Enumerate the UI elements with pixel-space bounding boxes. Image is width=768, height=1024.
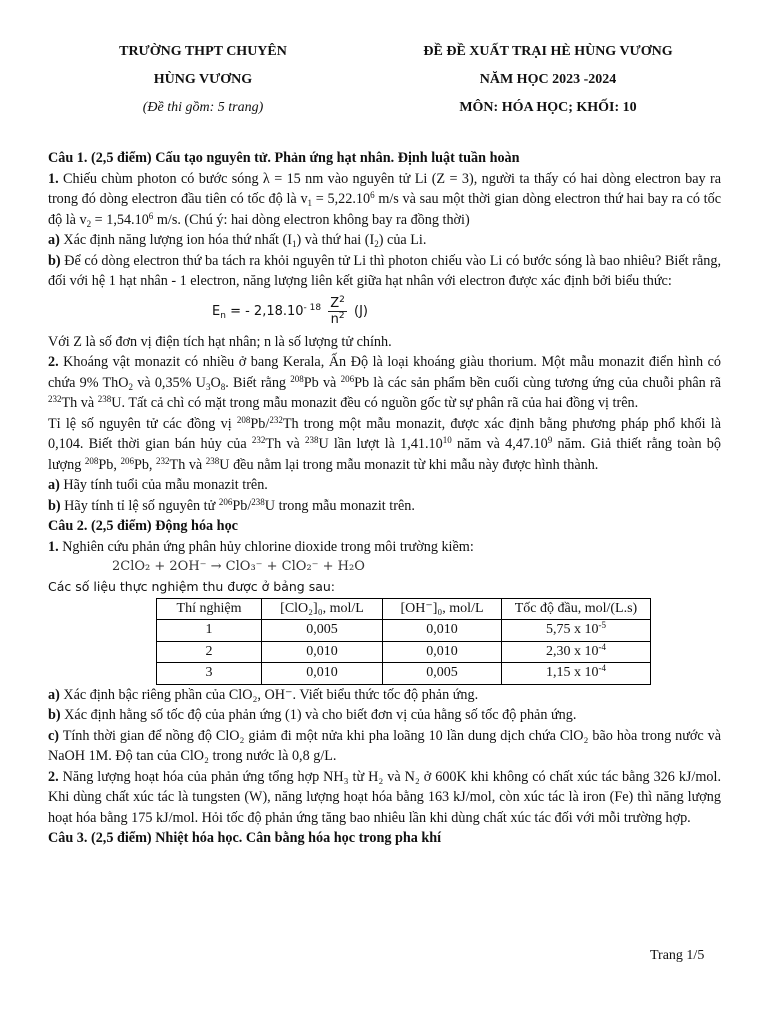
text: O — [210, 374, 221, 391]
table-cell: 0,010 — [262, 663, 383, 685]
school-year: NĂM HỌC 2023 -2024 — [479, 72, 617, 87]
superscript: 238 — [205, 455, 220, 466]
table-header-row — [157, 598, 651, 620]
text: ) của Li. — [378, 232, 427, 248]
superscript: -4 — [598, 663, 606, 673]
subject-line: MÔN: HÓA HỌC; KHỐI: 10 — [459, 100, 637, 115]
text: năm. Giả thiết rằng toàn bộ lượng — [48, 436, 721, 473]
text: = 5,22.10 — [312, 191, 371, 207]
q2-paragraph-2 — [48, 767, 721, 829]
formula-symbol: E — [212, 303, 221, 319]
question-1-title: Câu 1. (2,5 điểm) Cấu tạo nguyên tử. Phản ứng hạt nhân. Định luật tuần hoàn — [48, 150, 520, 166]
superscript: 10 — [442, 435, 452, 445]
q1-p1-number: 1. — [48, 170, 59, 187]
document-body — [48, 148, 721, 849]
text: Khoáng vật monazit có nhiều ở bang Kerala, Ấn Độ là loại khoáng giàu thorium. Một mẫu monazit điển hình có chứa 9% ThO — [48, 354, 721, 391]
table-cell: 2 — [157, 641, 262, 663]
subscript: n — [220, 310, 226, 321]
table-cell — [502, 620, 651, 642]
q1-paragraph-2 — [48, 352, 721, 414]
text: Th và — [265, 436, 305, 452]
text: và 0,35% U — [132, 374, 206, 391]
text: Th và — [61, 395, 98, 411]
superscript: -5 — [598, 620, 606, 630]
text: Pb/ — [250, 415, 270, 432]
table-cell — [502, 663, 651, 685]
school-name-line1: TRƯỜNG THPT CHUYÊN — [119, 44, 287, 59]
superscript: 208 — [290, 373, 304, 384]
superscript: 208 — [84, 455, 99, 466]
table-cell: 0,005 — [262, 620, 383, 642]
experiment-table — [156, 598, 651, 685]
column-header: [ClO₂]₀, mol/L — [262, 598, 383, 620]
school-name-line2: HÙNG VƯƠNG — [153, 72, 253, 87]
text: m/s và sau một thời gian dòng electron thứ hai bay ra có tốc độ là v — [48, 191, 721, 228]
table-cell: 1 — [157, 620, 262, 642]
table-cell: 0,005 — [383, 663, 502, 685]
part-label: b) — [48, 707, 61, 723]
part-label: a) — [48, 477, 60, 493]
text: Xác định năng lượng ion hóa thứ nhất (I — [59, 232, 292, 248]
text: Pb, — [98, 456, 121, 473]
question-3-title: Câu 3. (2,5 điểm) Nhiệt hóa học. Cân bằng hóa học trong pha khí — [48, 830, 442, 846]
table-cell: 0,010 — [383, 620, 502, 642]
superscript: 9 — [547, 435, 553, 445]
text: Hãy tính tuổi của mẫu monazit trên. — [59, 477, 268, 493]
part-label: a) — [48, 232, 60, 248]
q1-p2-number: 2. — [48, 354, 59, 370]
superscript: 232 — [251, 435, 266, 445]
text: U lần lượt là 1,41.10 — [318, 436, 443, 452]
pages-note: (Đề thi gồm: 5 trang) — [142, 100, 264, 115]
column-header: Thí nghiệm — [157, 598, 262, 620]
page-number: Trang 1/5 — [650, 948, 705, 963]
superscript: 2 — [339, 294, 345, 305]
q1-paragraph-1 — [48, 169, 721, 231]
table-cell: 0,010 — [262, 641, 383, 663]
subscript: 2 — [128, 381, 133, 392]
text: Xác định hằng số tốc độ của phản ứng (1) và cho biết đơn vị của hằng số tốc độ phản ứng. — [60, 707, 577, 723]
superscript: -4 — [598, 641, 606, 652]
table-cell — [502, 641, 651, 663]
table-row — [157, 663, 651, 685]
superscript: 232 — [48, 394, 62, 404]
reaction-equation: 2ClO₂ + 2OH⁻ → ClO₃⁻ + ClO₂⁻ + H₂O — [112, 559, 365, 574]
text: Pb/ — [232, 497, 252, 514]
text: Chiếu chùm photon có bước sóng λ = 15 nm vào nguyên tử Li (Z = 3), người ta thấy có hai dòng electron bay ra trong đó dòng electron đầu tiên có tốc độ là v — [48, 170, 721, 207]
text: Pb, — [133, 456, 157, 473]
exam-title: ĐỀ ĐỀ XUẤT TRẠI HÈ HÙNG VƯƠNG — [423, 44, 673, 59]
part-label: b) — [48, 497, 61, 514]
subscript: 1 — [307, 198, 313, 208]
subscript: 2 — [374, 239, 379, 249]
text: Tỉ lệ số nguyên tử các đồng vị — [48, 415, 237, 432]
superscript: 6 — [148, 210, 154, 221]
text: n — [330, 311, 339, 327]
q2-part-a — [48, 685, 721, 706]
subscript: 3 — [205, 381, 211, 392]
superscript: 208 — [236, 414, 251, 425]
superscript: - 18 — [303, 302, 322, 313]
text: m/s. (Chú ý: hai dòng electron không bay ra đồng thời) — [153, 211, 470, 228]
superscript: 232 — [156, 455, 170, 466]
text: . Biết rằng — [225, 374, 291, 391]
superscript: 206 — [218, 496, 233, 507]
q1-question-a — [48, 475, 721, 496]
q2-part-b — [48, 705, 721, 726]
document-header — [48, 40, 721, 120]
q1-part-b — [48, 251, 721, 292]
table-row — [157, 641, 651, 663]
superscript: 206 — [340, 373, 355, 384]
text: năm và 4,47.10 — [451, 436, 548, 452]
table-cell: 3 — [157, 663, 262, 685]
superscript: 2 — [338, 310, 345, 321]
text: ) và thứ hai (I — [296, 232, 375, 248]
text: Để có dòng electron thứ ba tách ra khỏi nguyên tử Li thì photon chiếu vào Li có bước sóng là bao nhiêu? Biết rằng, đối với hệ 1 hạt nhân - 1 electron, năng lượng liên kết giữa hạt nhân với electron được xác định bởi biểu thức: — [48, 252, 721, 289]
text: 2,30 x 10 — [546, 643, 599, 659]
table-cell: 0,010 — [383, 641, 502, 663]
q2-p1-number: 1. — [48, 538, 59, 555]
q2-p2-number: 2. — [48, 768, 59, 785]
text: Xác định bậc riêng phần của ClO₂, OH⁻. Viết biểu thức tốc độ phản ứng. — [59, 686, 479, 703]
table-row — [157, 620, 651, 642]
text: Th trong một mẫu monazit, được xác định bằng phương pháp phổ khối là 0,104. Biết thời gian bán hủy của — [48, 415, 721, 452]
text: Th và — [169, 456, 206, 473]
text: Tính thời gian để nồng độ ClO₂ giảm đi một nửa khi pha loãng 10 lần dung dịch chứa ClO₂ bão hòa trong nước và NaOH 1M. Độ tan của ClO₂ trong nước là 0,8 g/L. — [48, 727, 721, 764]
part-label: c) — [48, 727, 60, 744]
q1-part-a — [48, 230, 721, 251]
subscript: 8 — [220, 381, 226, 392]
superscript: 238 — [304, 435, 319, 445]
q1-note: Với Z là số đơn vị điện tích hạt nhân; n là số lượng tử chính. — [48, 333, 392, 350]
fraction-denominator — [328, 312, 347, 327]
formula-unit: (J) — [354, 303, 369, 319]
binding-energy-formula — [48, 292, 721, 332]
subscript: 1 — [291, 239, 297, 249]
table-intro: Các số liệu thực nghiệm thu được ở bảng sau: — [48, 579, 336, 594]
text: Pb là các sản phẩm bền cuối cùng tương ứng của chuỗi phân rã — [354, 374, 721, 391]
text: = 1,54.10 — [91, 211, 149, 228]
superscript: 232 — [269, 414, 283, 425]
text: 1,15 x 10 — [546, 665, 599, 680]
text: U đều nằm lại trong mẫu monazit từ khi mẫu này được hình thành. — [219, 456, 599, 473]
text: 5,75 x 10 — [546, 622, 599, 637]
column-header: Tốc độ đầu, mol/(L.s) — [502, 598, 651, 620]
q2-part-c — [48, 726, 721, 767]
column-header: [OH⁻]₀, mol/L — [383, 598, 502, 620]
text: U trong mẫu monazit trên. — [264, 497, 415, 514]
superscript: 238 — [97, 394, 112, 404]
q2-paragraph-1 — [48, 537, 721, 558]
text: Z — [330, 295, 340, 311]
superscript: 238 — [251, 496, 265, 507]
text: Năng lượng hoạt hóa của phản ứng tổng hợp NH₃ từ H₂ và N₂ ở 600K khi không có chất xúc tác bằng 326 kJ/mol. Khi dùng chất xúc tác là tungsten (W), năng lượng hoạt hóa bằng 163 kJ/mol, còn xúc tác là iron (Fe) thì năng lượng hoạt hóa bằng 175 kJ/mol. Hỏi tốc độ phản ứng tăng bao nhiêu lần khi dùng chất xúc tác đối với mỗi trường hợp. — [48, 768, 721, 826]
text: Nghiên cứu phản ứng phân hủy chlorine dioxide trong môi trường kiềm: — [58, 538, 474, 555]
q1-paragraph-3 — [48, 414, 721, 476]
superscript: 6 — [370, 190, 375, 200]
text: Hãy tính tỉ lệ số nguyên tử — [60, 497, 219, 514]
text: Pb và — [303, 374, 341, 391]
subscript: 2 — [86, 218, 92, 229]
superscript: 206 — [120, 455, 134, 466]
question-2-title: Câu 2. (2,5 điểm) Động hóa học — [48, 518, 238, 534]
part-label: b) — [48, 252, 61, 269]
fraction-numerator — [328, 296, 347, 312]
text: U. Tất cả chì có mặt trong mẫu monazit đều có nguồn gốc từ sự phân rã của hai đồng vị trên. — [111, 395, 639, 411]
q1-question-b — [48, 496, 721, 517]
part-label: a) — [48, 686, 60, 703]
formula-fraction — [328, 296, 347, 327]
formula-coefficient: = - 2,18.10 — [225, 303, 304, 319]
